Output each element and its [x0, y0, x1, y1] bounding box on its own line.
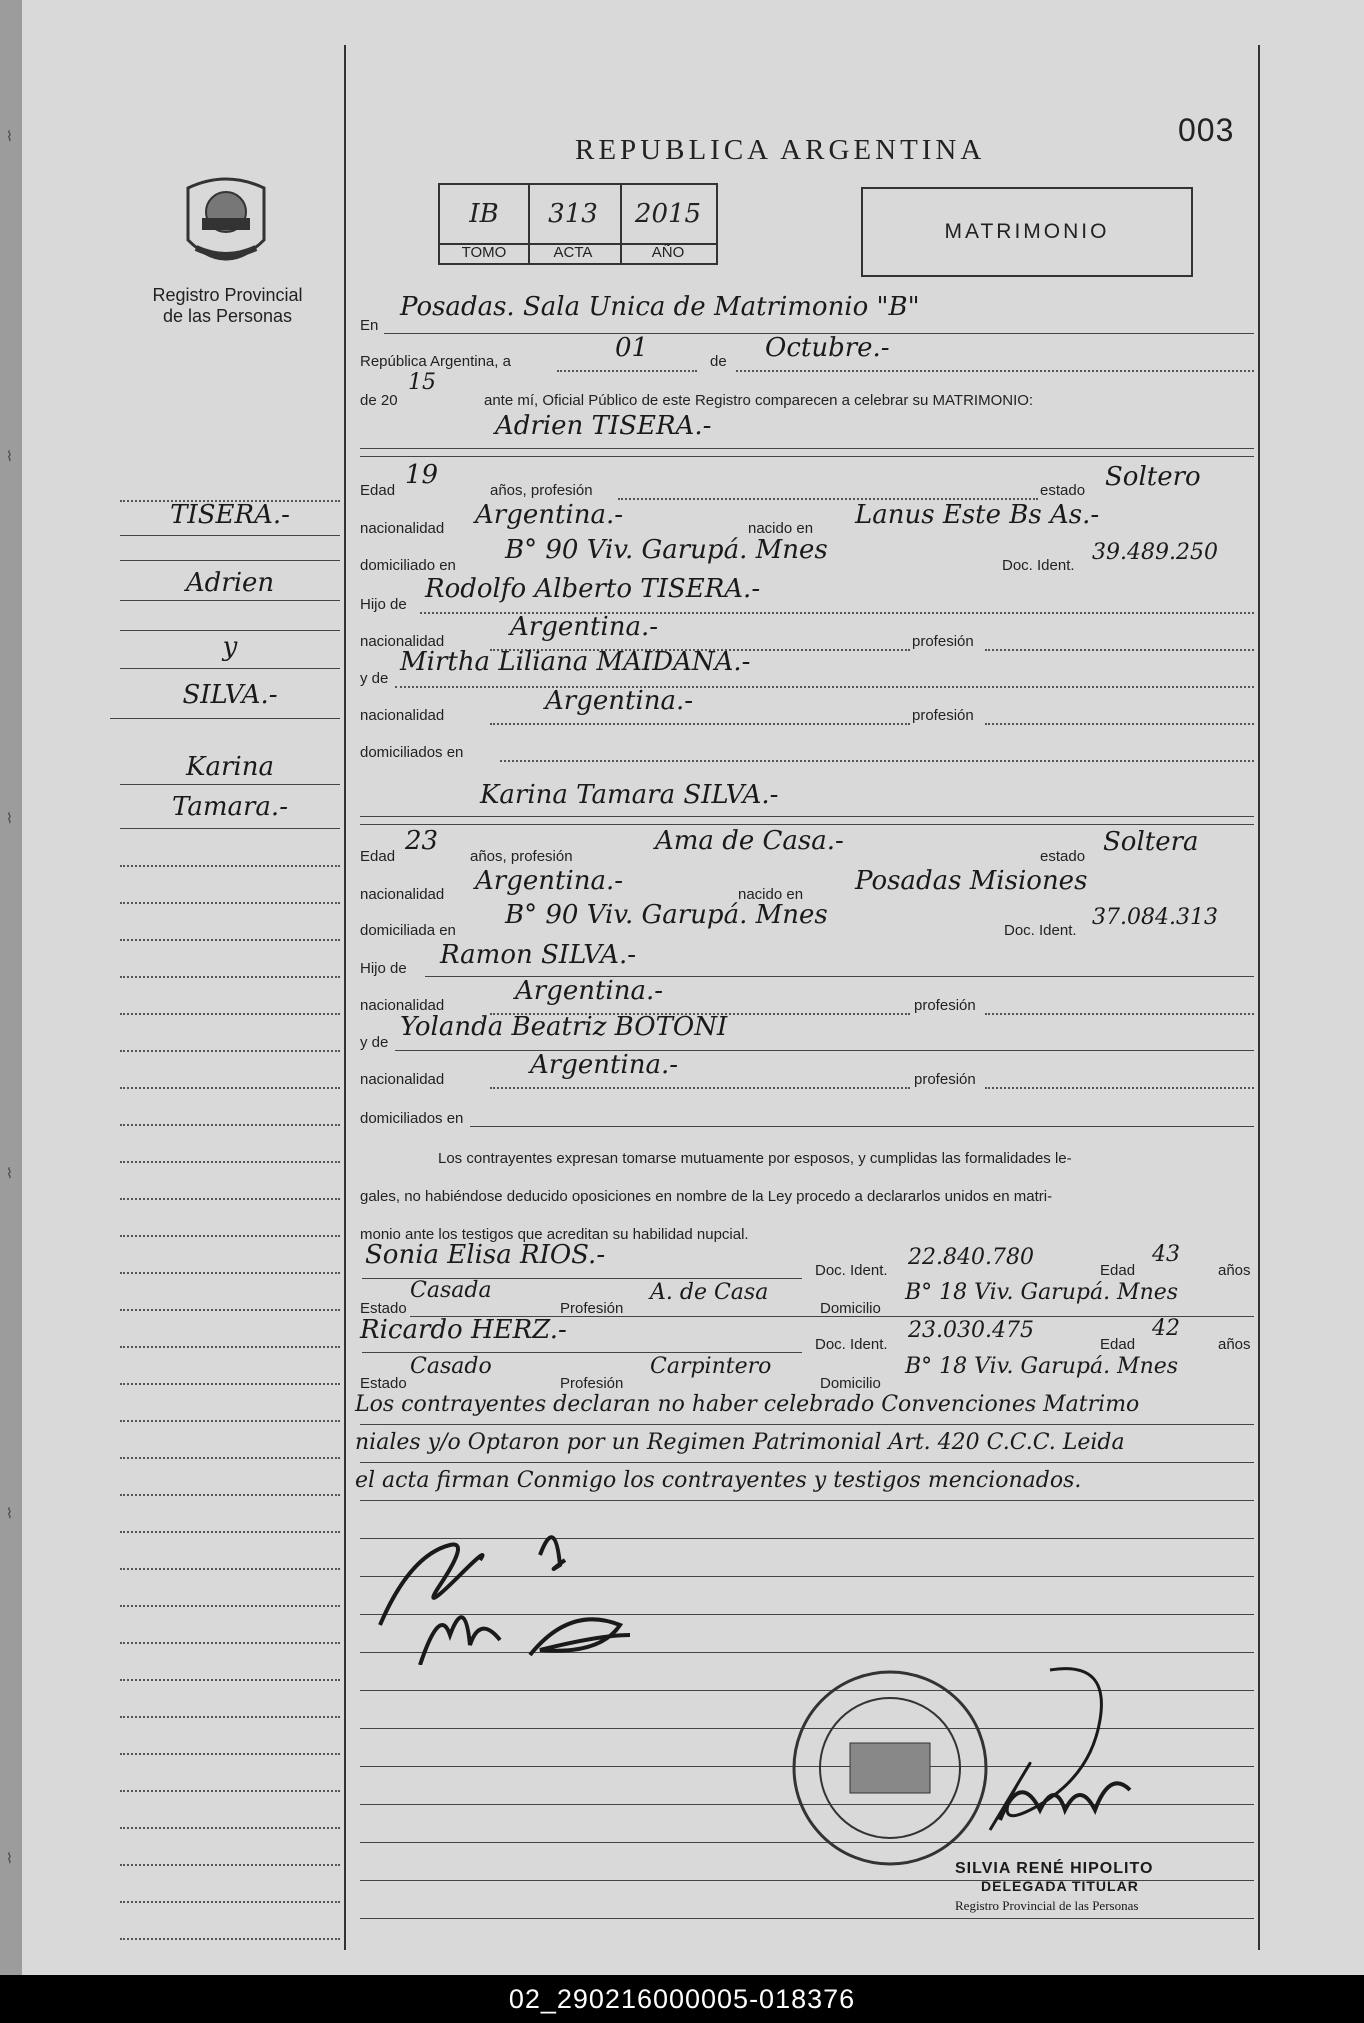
- rule: [120, 600, 340, 601]
- witness2-doc: 23.030.475: [908, 1318, 1034, 1343]
- groom-mother: Mirtha Liliana MAIDANA.-: [400, 647, 751, 677]
- nacionalidad-label: nacionalidad: [360, 707, 445, 724]
- groom-father: Rodolfo Alberto TISERA.-: [425, 574, 761, 604]
- acta-label: ACTA: [526, 241, 622, 265]
- acta-value: 313: [526, 183, 622, 245]
- estado-label: Estado: [360, 1300, 407, 1317]
- registry-line-1: Registro Provincial: [152, 285, 303, 305]
- dotted-rule: [120, 976, 340, 978]
- official-signature: [930, 1660, 1170, 1870]
- witness2-domicilio: B° 18 Viv. Garupá. Mnes: [905, 1354, 1179, 1379]
- month-value: Octubre.-: [765, 333, 890, 363]
- doc-ident-label: Doc. Ident.: [815, 1336, 888, 1353]
- domiciliados-label: domiciliados en: [360, 1110, 464, 1127]
- act-type-box: MATRIMONIO: [861, 187, 1193, 277]
- notes-line-3: el acta firman Conmigo los contrayentes y testigos mencionados.: [355, 1468, 1082, 1493]
- dotted-rule: [985, 649, 1254, 651]
- left-margin-rule: [344, 45, 346, 1950]
- rule: [120, 560, 340, 561]
- dotted-rule: [120, 1827, 340, 1829]
- edad-label: Edad: [360, 848, 396, 865]
- dotted-rule: [736, 370, 1254, 372]
- doc-ident-label: Doc. Ident.: [1002, 557, 1075, 574]
- sidebar-conjunction: y: [222, 632, 238, 662]
- binding-ring-icon: ⌇: [6, 810, 13, 826]
- witness2-name: Ricardo HERZ.-: [360, 1315, 567, 1345]
- sidebar-surname-1: TISERA.-: [170, 500, 290, 530]
- bride-father: Ramon SILVA.-: [440, 940, 637, 970]
- bride-nacionalidad: Argentina.-: [475, 866, 624, 896]
- witness1-domicilio: B° 18 Viv. Garupá. Mnes: [905, 1280, 1179, 1305]
- bride-doc: 37.084.313: [1092, 905, 1218, 930]
- groom-father-nac: Argentina.-: [510, 612, 659, 642]
- edad-label: Edad: [360, 482, 396, 499]
- dotted-rule: [120, 1383, 340, 1385]
- dotted-rule: [120, 1309, 340, 1311]
- sidebar-surname-2: SILVA.-: [182, 680, 278, 710]
- domiciliada-label: domiciliada en: [360, 922, 456, 939]
- bride-mother-nac: Argentina.-: [530, 1050, 679, 1080]
- tomo-label: TOMO: [438, 241, 530, 265]
- witness1-name: Sonia Elisa RIOS.-: [365, 1240, 606, 1270]
- doc-ident-label: Doc. Ident.: [815, 1262, 888, 1279]
- hijo-de-label: Hijo de: [360, 960, 407, 977]
- sidebar-given-2: Karina: [186, 752, 274, 782]
- profesion-label: profesión: [912, 707, 974, 724]
- right-margin-rule: [1258, 45, 1260, 1950]
- year-suffix-value: 15: [408, 370, 436, 395]
- notes-line-2: niales y/o Optaron por un Regimen Patrimonial Art. 420 C.C.C. Leida: [355, 1430, 1125, 1455]
- dotted-rule: [120, 902, 340, 904]
- rule: [120, 668, 340, 669]
- groom-doc: 39.489.250: [1092, 540, 1218, 565]
- domiciliado-label: domiciliado en: [360, 557, 456, 574]
- image-caption: 02_290216000005-018376: [0, 1975, 1364, 2023]
- binding-ring-icon: ⌇: [6, 1165, 13, 1181]
- estado-label: estado: [1040, 482, 1086, 499]
- nacionalidad-label: nacionalidad: [360, 886, 445, 903]
- anos-profesion-label: años, profesión: [490, 482, 593, 499]
- profesion-label: profesión: [914, 1071, 976, 1088]
- dotted-rule: [120, 1124, 340, 1126]
- profesion-label: Profesión: [560, 1375, 624, 1392]
- hijo-de-label: Hijo de: [360, 596, 407, 613]
- rule: [120, 630, 340, 631]
- bride-mother: Yolanda Beatriz BOTONI: [400, 1012, 728, 1042]
- rule: [360, 1500, 1254, 1501]
- bride-nacido-en: Posadas Misiones: [855, 866, 1088, 896]
- witness1-edad: 43: [1152, 1242, 1180, 1267]
- statement-text: ante mí, Oficial Público de este Registro comparecen a celebrar su MATRIMONIO:: [484, 392, 1034, 409]
- bride-profesion: Ama de Casa.-: [655, 826, 844, 856]
- tomo-acta-anio-box: [438, 183, 720, 267]
- dotted-rule: [120, 1272, 340, 1274]
- witness1-estado: Casada: [410, 1278, 492, 1303]
- nacionalidad-label: nacionalidad: [360, 633, 445, 650]
- sidebar-given-1: Adrien: [185, 568, 275, 598]
- dotted-rule: [120, 1679, 340, 1681]
- dotted-rule: [395, 686, 1254, 688]
- bride-father-nac: Argentina.-: [515, 976, 664, 1006]
- groom-mother-nac: Argentina.-: [545, 686, 694, 716]
- country-title: REPUBLICA ARGENTINA: [575, 134, 986, 166]
- bride-edad: 23: [405, 826, 439, 856]
- edad-label: Edad: [1100, 1336, 1136, 1353]
- de-label: de: [710, 353, 727, 370]
- dotted-rule: [120, 865, 340, 867]
- day-value: 01: [615, 333, 649, 363]
- sidebar-given-3: Tamara.-: [172, 792, 288, 822]
- rule: [360, 1424, 1254, 1425]
- rule: [395, 1050, 1254, 1051]
- bride-domicilio: B° 90 Viv. Garupá. Mnes: [505, 900, 828, 930]
- dotted-rule: [120, 1716, 340, 1718]
- bride-name-value: Karina Tamara SILVA.-: [480, 780, 779, 810]
- profesion-label: profesión: [912, 633, 974, 650]
- dotted-rule: [120, 1864, 340, 1866]
- dotted-rule: [120, 1087, 340, 1089]
- dotted-rule: [490, 723, 910, 725]
- witness2-estado: Casado: [410, 1354, 492, 1379]
- de20-label: de 20: [360, 392, 398, 409]
- folio-number: 003: [1178, 112, 1235, 148]
- nacido-en-label: nacido en: [748, 520, 814, 537]
- binding-ring-icon: ⌇: [6, 1850, 13, 1866]
- groom-domicilio: B° 90 Viv. Garupá. Mnes: [505, 535, 828, 565]
- groom-edad: 19: [405, 460, 439, 490]
- profesion-label: profesión: [914, 997, 976, 1014]
- dotted-rule: [557, 370, 697, 372]
- place-value: Posadas. Sala Unica de Matrimonio "B": [400, 292, 920, 322]
- dotted-rule: [120, 1235, 340, 1237]
- witness2-edad: 42: [1152, 1316, 1180, 1341]
- doc-ident-label: Doc. Ident.: [1004, 922, 1077, 939]
- dotted-rule: [120, 1161, 340, 1163]
- rule: [470, 1126, 1254, 1127]
- anos-profesion-label: años, profesión: [470, 848, 573, 865]
- dotted-rule: [120, 1642, 340, 1644]
- domicilio-label: Domicilio: [820, 1375, 881, 1392]
- dotted-rule: [985, 1013, 1254, 1015]
- profesion-label: Profesión: [560, 1300, 624, 1317]
- dotted-rule: [120, 1938, 340, 1940]
- rule: [360, 816, 1254, 817]
- dotted-rule: [120, 1605, 340, 1607]
- dotted-rule: [120, 1420, 340, 1422]
- dotted-rule: [120, 1901, 340, 1903]
- groom-estado: Soltero: [1105, 462, 1201, 492]
- groom-name-value: Adrien TISERA.-: [495, 411, 712, 441]
- dotted-rule: [985, 723, 1254, 725]
- dotted-rule: [120, 1753, 340, 1755]
- rule: [110, 718, 340, 719]
- binding-spine: [0, 0, 22, 1975]
- en-label: En: [360, 317, 379, 334]
- dotted-rule: [120, 1457, 340, 1459]
- anio-label: AÑO: [620, 241, 718, 265]
- groom-nacido-en: Lanus Este Bs As.-: [855, 500, 1100, 530]
- republica-label: República Argentina, a: [360, 353, 511, 370]
- domiciliados-label: domiciliados en: [360, 744, 464, 761]
- domicilio-label: Domicilio: [820, 1300, 881, 1317]
- dotted-rule: [120, 1198, 340, 1200]
- rule: [360, 456, 1254, 457]
- rule: [360, 448, 1254, 449]
- dotted-rule: [120, 1531, 340, 1533]
- binding-ring-icon: ⌇: [6, 128, 13, 144]
- official-org: Registro Provincial de las Personas: [955, 1898, 1139, 1913]
- rule: [360, 1918, 1254, 1919]
- official-title: DELEGADA TITULAR: [981, 1878, 1139, 1894]
- estado-label: estado: [1040, 848, 1086, 865]
- declaration-line-2: gales, no habiéndose deducido oposiciones en nombre de la Ley procedo a declararlos unidos en matri-: [360, 1188, 1053, 1205]
- dotted-rule: [500, 760, 1254, 762]
- nacionalidad-label: nacionalidad: [360, 997, 445, 1014]
- bride-estado: Soltera: [1103, 827, 1199, 857]
- dotted-rule: [120, 1790, 340, 1792]
- rule: [362, 1352, 802, 1353]
- dotted-rule: [120, 1346, 340, 1348]
- rule: [360, 824, 1254, 825]
- registry-line-2: de las Personas: [162, 306, 293, 326]
- dotted-rule: [490, 1087, 910, 1089]
- contrayentes-signatures: [370, 1515, 650, 1665]
- y-de-label: y de: [360, 670, 389, 687]
- anos-label: años: [1218, 1262, 1251, 1279]
- rule: [120, 535, 340, 536]
- dotted-rule: [120, 1013, 340, 1015]
- dotted-rule: [120, 1050, 340, 1052]
- groom-nacionalidad: Argentina.-: [475, 500, 624, 530]
- binding-ring-icon: ⌇: [6, 1505, 13, 1521]
- binding-ring-icon: ⌇: [6, 448, 13, 464]
- nacionalidad-label: nacionalidad: [360, 520, 445, 537]
- registry-label: [140, 285, 315, 327]
- declaration-line-1: Los contrayentes expresan tomarse mutuamente por esposos, y cumplidas las formalidades le-: [438, 1150, 1072, 1167]
- anio-value: 2015: [620, 183, 718, 245]
- declaration-paragraph: [360, 1140, 1255, 1254]
- rule: [120, 828, 340, 829]
- witness2-profesion: Carpintero: [650, 1354, 772, 1379]
- nacionalidad-label: nacionalidad: [360, 1071, 445, 1088]
- notes-line-1: Los contrayentes declaran no haber celebrado Convenciones Matrimo: [355, 1392, 1140, 1417]
- dotted-rule: [120, 1494, 340, 1496]
- edad-label: Edad: [1100, 1262, 1136, 1279]
- anos-label: años: [1218, 1336, 1251, 1353]
- province-seal-icon: [180, 170, 272, 275]
- tomo-value: IB: [438, 183, 530, 245]
- official-name: SILVIA RENÉ HIPOLITO: [955, 1860, 1154, 1877]
- estado-label: Estado: [360, 1375, 407, 1392]
- rule: [120, 784, 340, 785]
- declaration-line-3: monio ante los testigos que acreditan su habilidad nupcial.: [360, 1226, 749, 1243]
- rule: [360, 1462, 1254, 1463]
- dotted-rule: [120, 939, 340, 941]
- nacido-en-label: nacido en: [738, 886, 804, 903]
- y-de-label: y de: [360, 1034, 389, 1051]
- witness1-doc: 22.840.780: [908, 1245, 1034, 1270]
- dotted-rule: [120, 1568, 340, 1570]
- witness1-profesion: A. de Casa: [650, 1280, 769, 1305]
- dotted-rule: [985, 1087, 1254, 1089]
- official-signature-block: [955, 1860, 1153, 1914]
